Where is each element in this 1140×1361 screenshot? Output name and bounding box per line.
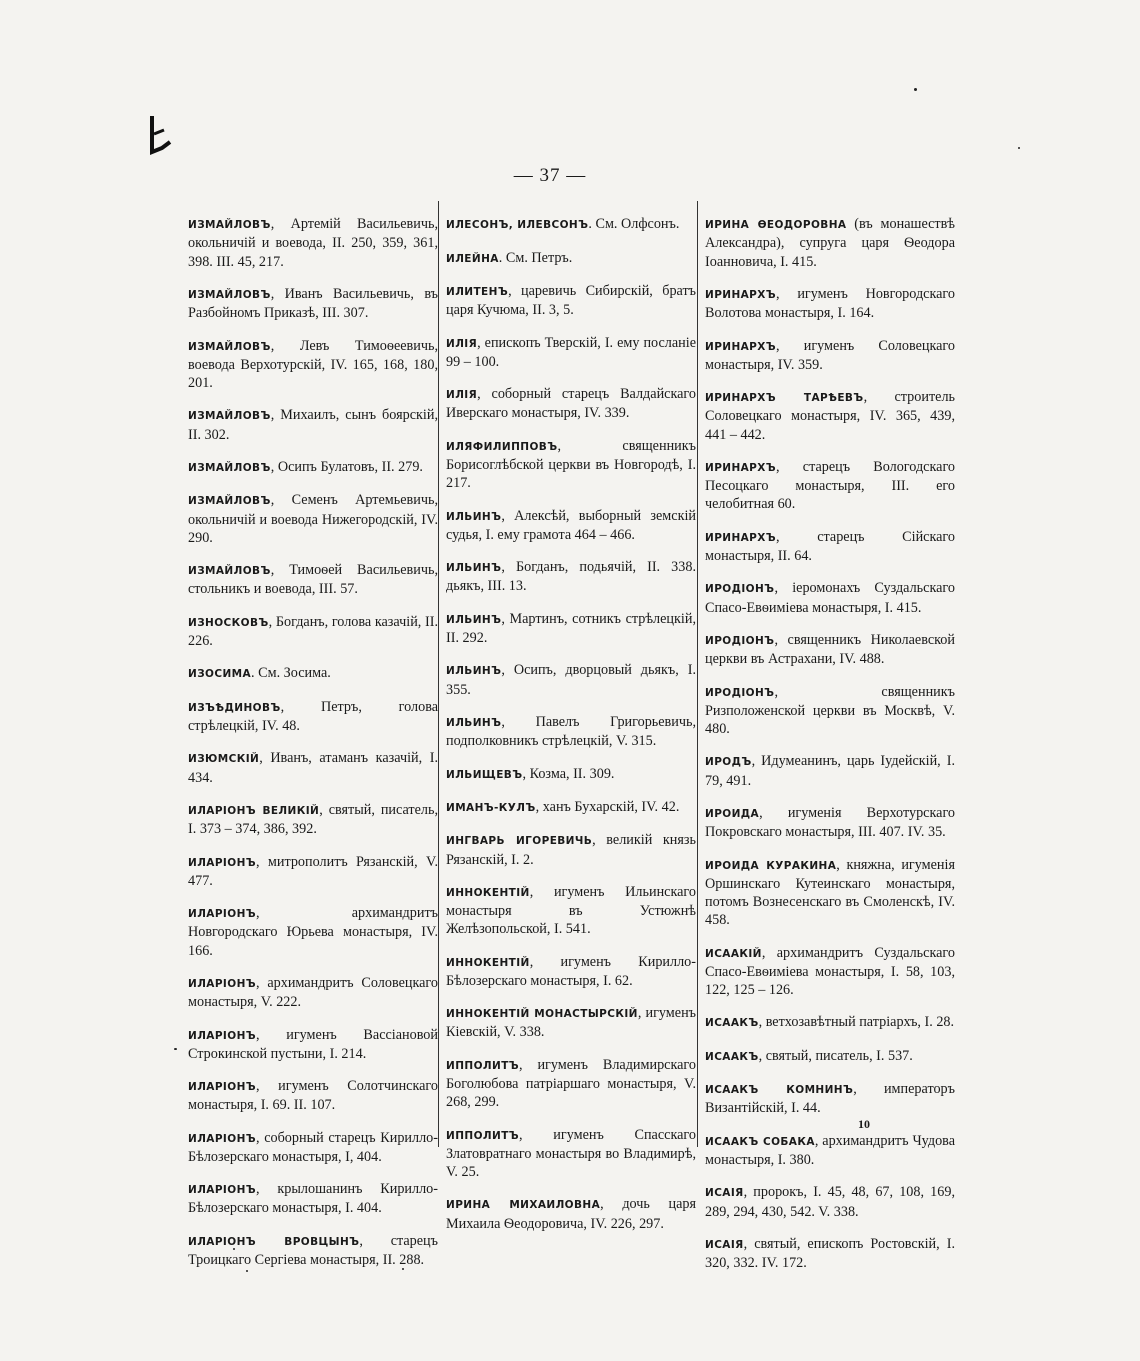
entry-text: , священникъ Ризположенской церкви въ Москвѣ, V. 480.: [705, 683, 955, 737]
entry-headword: ИЗМАЙЛОВЪ: [188, 565, 271, 578]
index-entry: [188, 974, 438, 1011]
entry-text: , игуменъ Кіевскій, V. 338.: [446, 1005, 696, 1041]
entry-headword: ИЗМАЙЛОВЪ: [188, 288, 271, 301]
entry-headword: ИЗОСИМА: [188, 668, 252, 681]
entry-text: , архимандритъ Суздальскаго Спасо-Евѳиміева монастыря, I. 58, 103, 122, 125 – 126.: [705, 944, 955, 998]
entry-text: . См. Олфсонъ.: [588, 216, 680, 233]
entry-text: , ханъ Бухарскій, IV. 42.: [535, 798, 680, 815]
entry-headword: ИЗЪѢДИНОВЪ: [188, 701, 281, 714]
entry-headword: ИРИНАРХЪ: [705, 288, 777, 301]
entry-text: , іеромонахъ Суздальскаго Спасо-Евѳиміева монастыря, I. 415.: [705, 580, 955, 616]
index-entry: [188, 853, 438, 890]
ink-speck: [174, 1048, 177, 1050]
entry-headword: ИРИНАРХЪ: [705, 531, 777, 544]
entry-text: , игуменъ Вассіановой Строкинской пустыни, I. 214.: [188, 1026, 438, 1062]
entry-headword: ИРИНАРХЪ: [705, 461, 777, 474]
entry-text: , Богданъ, подьячій, II. 338. дьякъ, III. 13.: [446, 559, 696, 595]
entry-text: , епископъ Тверскій, I. ему посланіе 99 – 100.: [446, 334, 696, 370]
index-entry: [705, 804, 955, 841]
ink-speck: [1018, 147, 1020, 149]
index-column-1: [188, 201, 438, 1278]
entry-headword: ИРИНА ѲЕОДОРОВНА: [705, 219, 847, 232]
index-entry: [188, 1077, 438, 1114]
entry-text: , архимандритъ Соловецкаго монастыря, V. 222.: [188, 974, 438, 1011]
index-entry: [446, 558, 696, 595]
column-divider: [438, 201, 439, 1147]
entry-headword: ИЛАРІОНЪ: [188, 1132, 257, 1145]
index-entry: [705, 944, 955, 1000]
ink-speck: [914, 88, 917, 91]
entry-text: , Семенъ Артемьевичь, окольничій и воевода Нижегородскій, IV. 290.: [188, 492, 438, 546]
index-entry: [705, 1047, 955, 1066]
index-column-3: [705, 201, 955, 1281]
margin-ink-mark: [148, 112, 174, 158]
index-entry: [446, 1056, 696, 1112]
ink-speck: [402, 1268, 404, 1270]
entry-headword: ИЗМАЙЛОВЪ: [188, 495, 271, 508]
entry-headword: ИННОКЕНТІЙ МОНАСТЫРСКІЙ: [446, 1008, 638, 1021]
entry-headword: ИРИНАРХЪ ТАРѢЕВЪ: [705, 392, 864, 405]
entry-text: , Осипъ, дворцовый дьякъ, I. 355.: [446, 662, 696, 698]
index-entry: [705, 1235, 955, 1272]
entry-text: , Михаилъ, сынъ боярскій, II. 302.: [188, 407, 438, 443]
index-entry: [446, 507, 696, 544]
entry-text: , царевичь Сибирскій, братъ царя Кучюма, II. 3, 5.: [446, 282, 696, 319]
entry-text: , Осипъ Булатовъ, II. 279.: [270, 458, 423, 475]
index-entry: [705, 1013, 955, 1032]
index-entry: [188, 458, 438, 477]
entry-headword: ИЛАРІОНЪ ВЕЛИКІЙ: [188, 804, 320, 817]
entry-text: , игуменъ Новгородскаго Волотова монастыря, I. 164.: [705, 285, 955, 322]
entry-text: , Мартинъ, сотникъ стрѣлецкій, II. 292.: [446, 610, 696, 646]
entry-headword: ИЛЬИНЪ: [446, 613, 502, 626]
entry-text: , княжна, игуменія Оршинскаго Кутеинскаго монастыря, потомъ Вознесенскаго въ Смоленскѣ, IV. 458.: [705, 856, 955, 929]
index-entry: [446, 953, 696, 990]
index-entry: [188, 1129, 438, 1166]
entry-headword: ИРОДІОНЪ: [705, 686, 775, 699]
index-entry: [188, 904, 438, 960]
index-entry: [446, 1195, 696, 1232]
entry-headword: ИРОДЪ: [705, 756, 752, 769]
entry-text: , старецъ Троицкаго Сергіева монастыря, II. 288.: [188, 1232, 438, 1269]
entry-text: , святый, епископъ Ростовскій, I. 320, 332. IV. 172.: [705, 1235, 955, 1272]
entry-headword: ИРИНА МИХАИЛОВНА: [446, 1199, 601, 1212]
index-entry: [446, 1126, 696, 1182]
entry-headword: ИЛАРІОНЪ: [188, 1081, 257, 1094]
entry-text: , Иванъ, атаманъ казачій, I. 434.: [188, 750, 438, 786]
entry-headword: ИЛЬИНЪ: [446, 510, 502, 523]
entry-text: , Павелъ Григорьевичь, подполковникъ стрѣлецкій, V. 315.: [446, 713, 696, 750]
entry-headword: ИППОЛИТЪ: [446, 1059, 520, 1072]
entry-headword: ИРОИДА: [705, 807, 760, 820]
index-entry: [446, 831, 696, 868]
entry-text: , соборный старецъ Валдайскаго Иверскаго монастыря, IV. 339.: [446, 386, 696, 422]
index-entry: [188, 285, 438, 322]
entry-text: , императоръ Византійскій, I. 44.: [705, 1081, 955, 1117]
entry-text: , Богданъ, голова казачій, II. 226.: [188, 613, 438, 649]
index-entry: [188, 215, 438, 271]
entry-text: , Козма, II. 309.: [522, 765, 615, 782]
index-entry: [446, 437, 696, 493]
index-entry: [705, 1132, 955, 1169]
entry-headword: ИСААКЪ: [705, 1017, 759, 1030]
index-entry: [188, 406, 438, 443]
index-entry: [446, 249, 696, 268]
entry-headword: ИЛІЯ: [446, 337, 478, 350]
index-entry: [188, 337, 438, 393]
entry-text: . См. Петръ.: [498, 249, 573, 266]
entry-text: , строитель Соловецкаго монастыря, IV. 365, 439, 441 – 442.: [705, 389, 955, 443]
index-entry: [705, 528, 955, 565]
entry-text: , игуменъ Спасскаго Златовратнаго монастыря во Владимирѣ, V. 25.: [446, 1126, 696, 1181]
entry-headword: ИППОЛИТЪ: [446, 1129, 520, 1142]
entry-headword: ИЛЬИНЪ: [446, 665, 502, 678]
index-entry: [705, 856, 955, 930]
entry-text: . См. Зосима.: [251, 665, 331, 682]
entry-headword: ИЛАРІОНЪ: [188, 977, 257, 990]
index-entry: [446, 385, 696, 422]
index-entry: [446, 282, 696, 319]
entry-text: , игуменъ Ильинскаго монастыря въ Устюжнѣ Желѣзопольской, I. 541.: [446, 883, 696, 938]
entry-text: , старецъ Вологодскаго Песоцкаго монастыря, III. его челобитная 60.: [705, 458, 955, 513]
index-entry: [705, 458, 955, 514]
entry-headword: ИЛЬИЩЕВЪ: [446, 768, 523, 781]
index-entry: [188, 1232, 438, 1269]
entry-headword: ИЛЯФИЛИППОВЪ: [446, 440, 558, 453]
index-entry: [705, 579, 955, 616]
ink-speck: [246, 1270, 248, 1272]
entry-text: , дочь царя Михаила Ѳеодоровича, IV. 226, 297.: [446, 1196, 696, 1232]
index-entry: [446, 765, 696, 784]
entry-headword: ИЗМАЙЛОВЪ: [188, 410, 271, 423]
index-entry: [446, 798, 696, 817]
entry-headword: ИЛАРІОНЪ ВРОВЦЫНЪ: [188, 1235, 360, 1248]
index-column-2: [446, 201, 696, 1242]
entry-text: , игуменъ Кирилло-Бѣлозерскаго монастыря, I. 62.: [446, 953, 696, 989]
entry-text: , пророкъ, I. 45, 48, 67, 108, 169, 289, 294, 430, 542. V. 338.: [705, 1184, 955, 1220]
entry-headword: ИЛАРІОНЪ: [188, 908, 257, 921]
index-entry: [446, 713, 696, 750]
index-entry: [705, 631, 955, 668]
column-divider: [697, 201, 698, 1147]
ink-speck: [233, 1248, 235, 1250]
entry-headword: ИСААКЪ КОМНИНЪ: [705, 1084, 854, 1097]
printer-signature: 10: [858, 1117, 870, 1131]
index-entry: [188, 664, 438, 683]
entry-text: , игуменъ Владимирскаго Боголюбова патріаршаго монастыря, V. 268, 299.: [446, 1056, 696, 1111]
entry-text: , священникъ Борисоглѣбской церкви въ Новгородѣ, I. 217.: [446, 437, 696, 492]
entry-headword: ИСААКІЙ: [705, 947, 762, 960]
index-entry: [705, 683, 955, 739]
page-number: — 37 —: [513, 165, 587, 186]
entry-text: , Артемій Васильевичь, окольничій и воевода, II. 250, 359, 361, 398. III. 45, 217.: [188, 216, 438, 270]
entry-text: , великій князь Рязанскій, I. 2.: [446, 832, 696, 868]
index-entry: [705, 215, 955, 271]
index-entry: [446, 334, 696, 371]
entry-text: , митрополитъ Рязанскій, V. 477.: [188, 853, 438, 889]
entry-headword: ИЗМАЙЛОВЪ: [188, 340, 271, 353]
entry-text: , архимандритъ Новгородскаго Юрьева монастыря, IV. 166.: [188, 905, 438, 959]
entry-headword: ИННОКЕНТІЙ: [446, 956, 530, 969]
index-entry: [446, 215, 696, 234]
entry-text: , архимандритъ Чудова монастыря, I. 380.: [705, 1132, 955, 1168]
entry-headword: ИЛЬИНЪ: [446, 562, 502, 575]
index-entry: [188, 491, 438, 547]
entry-headword: ИНГВАРЬ ИГОРЕВИЧЬ: [446, 835, 593, 848]
index-entry: [446, 1004, 696, 1041]
entry-text: , крылошанинъ Кирилло-Бѣлозерскаго монастыря, I. 404.: [188, 1181, 438, 1217]
entry-text: , игуменъ Соловецкаго монастыря, IV. 359.: [705, 337, 955, 373]
index-entry: [705, 1183, 955, 1220]
index-entry: [188, 1180, 438, 1217]
entry-headword: ИЛИТЕНЪ: [446, 285, 509, 298]
index-entry: [705, 752, 955, 789]
index-entry: [188, 613, 438, 650]
entry-text: (въ монашествѣ Александра), супруга царя Ѳеодора Іоанновича, I. 415.: [705, 216, 955, 270]
index-entry: [188, 749, 438, 786]
entry-headword: ИЛАРІОНЪ: [188, 1184, 257, 1197]
entry-headword: ИРОИДА КУРАКИНА: [705, 859, 837, 872]
index-entry: [188, 1026, 438, 1063]
entry-headword: ИРОДІОНЪ: [705, 583, 775, 596]
entry-headword: ИННОКЕНТІЙ: [446, 886, 530, 899]
entry-headword: ИЛЕЙНА: [446, 252, 499, 265]
entry-headword: ИЗЮМСКІЙ: [188, 753, 260, 766]
entry-headword: ИЛЬИНЪ: [446, 716, 502, 729]
entry-headword: ИЛІЯ: [446, 389, 478, 402]
index-entry: [188, 801, 438, 838]
entry-text: , старецъ Сійскаго монастыря, II. 64.: [705, 528, 955, 564]
entry-text: , игуменія Верхотурскаго Покровскаго монастыря, III. 407. IV. 35.: [705, 804, 955, 841]
entry-headword: ИСАІЯ: [705, 1238, 744, 1251]
entry-headword: ИСААКЪ СОБАКА: [705, 1135, 815, 1148]
entry-text: , Алексѣй, выборный земскій судья, I. ему грамота 464 – 466.: [446, 507, 696, 543]
index-entry: [446, 610, 696, 647]
index-entry: [705, 337, 955, 374]
entry-headword: ИЗМАЙЛОВЪ: [188, 461, 271, 474]
entry-text: , ветхозавѣтный патріархъ, I. 28.: [758, 1014, 955, 1031]
index-entry: [705, 285, 955, 322]
entry-text: , святый, писатель, I. 373 – 374, 386, 392.: [188, 801, 438, 838]
index-entry: [705, 388, 955, 444]
index-entry: [446, 661, 696, 698]
entry-headword: ИРОДІОНЪ: [705, 634, 775, 647]
entry-headword: ИСАІЯ: [705, 1187, 744, 1200]
entry-text: , соборный старецъ Кирилло-Бѣлозерскаго монастыря, I, 404.: [188, 1129, 438, 1165]
entry-headword: ИРИНАРХЪ: [705, 340, 777, 353]
entry-headword: ИЗМАЙЛОВЪ: [188, 219, 271, 232]
entry-text: , Идумеанинъ, царь Іудейскій, I. 79, 491.: [705, 753, 955, 789]
entry-text: , святый, писатель, I. 537.: [758, 1047, 913, 1064]
entry-text: , игуменъ Солотчинскаго монастыря, I. 69. II. 107.: [188, 1078, 438, 1114]
entry-headword: ИЛЕСОНЪ, ИЛЕВСОНЪ: [446, 219, 589, 232]
entry-headword: ИЗНОСКОВЪ: [188, 616, 269, 629]
entry-headword: ИЛАРІОНЪ: [188, 856, 257, 869]
entry-text: , священникъ Николаевской церкви въ Астрахани, IV. 488.: [705, 631, 955, 668]
index-entry: [188, 698, 438, 735]
entry-text: , Иванъ Васильевичь, въ Разбойномъ Приказѣ, III. 307.: [188, 285, 438, 322]
entry-headword: ИЛАРІОНЪ: [188, 1029, 257, 1042]
entry-text: , Петръ, голова стрѣлецкій, IV. 48.: [188, 698, 438, 734]
entry-headword: ИМАНЪ-КУЛЪ: [446, 801, 536, 814]
entry-text: , Левъ Тимоѳеевичь, воевода Верхотурскій, IV. 165, 168, 180, 201.: [188, 337, 438, 391]
index-entry: [705, 1080, 955, 1117]
index-entry: [188, 561, 438, 598]
entry-headword: ИСААКЪ: [705, 1050, 759, 1063]
entry-text: , Тимоѳей Васильевичь, стольникъ и воевода, III. 57.: [188, 562, 438, 598]
index-entry: [446, 883, 696, 939]
